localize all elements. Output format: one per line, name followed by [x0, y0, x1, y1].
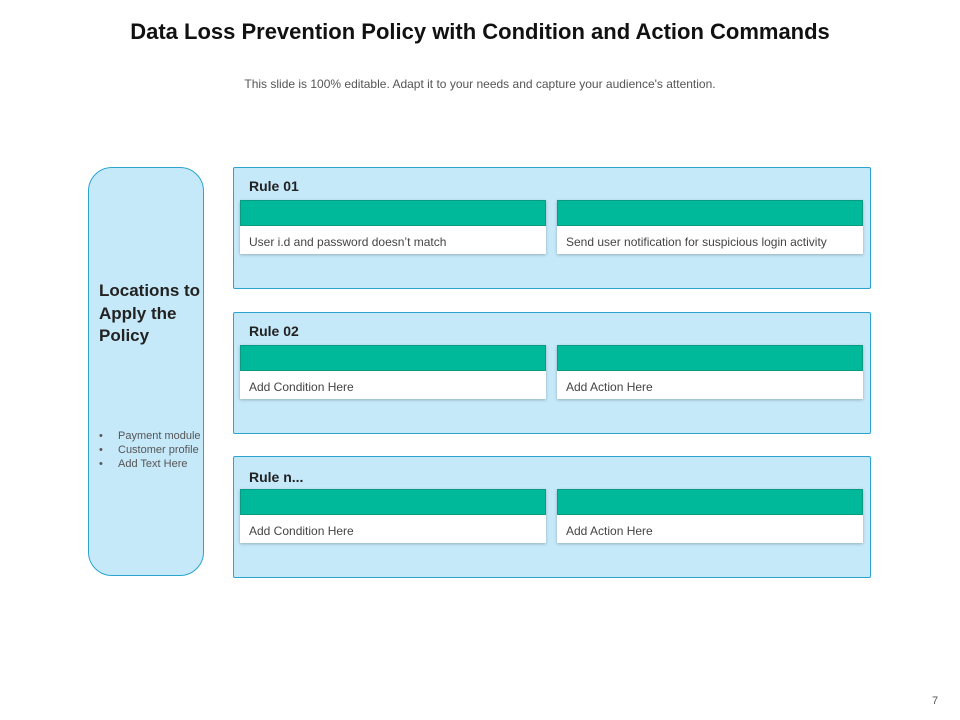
action-text: Add Action Here	[566, 380, 653, 394]
slide-title: Data Loss Prevention Policy with Condition and Action Commands	[130, 19, 830, 44]
slide-subtitle: This slide is 100% editable. Adapt it to your needs and capture your audience's attention.	[244, 77, 716, 91]
rule-box-2	[233, 312, 871, 434]
locations-heading: Locations to Apply the Policy	[99, 281, 201, 345]
action-text: Send user notification for suspicious login activity	[566, 235, 827, 249]
condition-header-bar	[240, 200, 546, 226]
page-number: 7	[932, 695, 939, 707]
action-card	[557, 200, 863, 254]
rule-title: Rule 01	[249, 178, 299, 194]
rule-title: Rule 02	[249, 323, 299, 339]
rule-box-n	[233, 456, 871, 578]
bullet-icon: •	[99, 458, 103, 470]
condition-text: User i.d and password doesn’t match	[249, 235, 447, 249]
action-header-bar	[557, 200, 863, 226]
condition-header-bar	[240, 489, 546, 515]
condition-header-bar	[240, 345, 546, 371]
location-item-label: Customer profile	[118, 444, 199, 456]
rule-box-1	[233, 167, 871, 289]
condition-card	[240, 345, 546, 399]
bullet-icon: •	[99, 430, 103, 442]
action-card	[557, 345, 863, 399]
locations-list	[99, 429, 201, 471]
bullet-icon: •	[99, 444, 103, 456]
locations-panel	[88, 167, 204, 576]
list-item	[99, 443, 201, 457]
condition-text: Add Condition Here	[249, 524, 354, 538]
list-item	[99, 457, 201, 471]
action-text: Add Action Here	[566, 524, 653, 538]
rule-title: Rule n...	[249, 469, 304, 485]
condition-card	[240, 489, 546, 543]
action-header-bar	[557, 345, 863, 371]
condition-text: Add Condition Here	[249, 380, 354, 394]
condition-card	[240, 200, 546, 254]
action-card	[557, 489, 863, 543]
location-item-label: Payment module	[118, 430, 201, 442]
location-item-label: Add Text Here	[118, 458, 188, 470]
action-header-bar	[557, 489, 863, 515]
list-item	[99, 429, 201, 443]
